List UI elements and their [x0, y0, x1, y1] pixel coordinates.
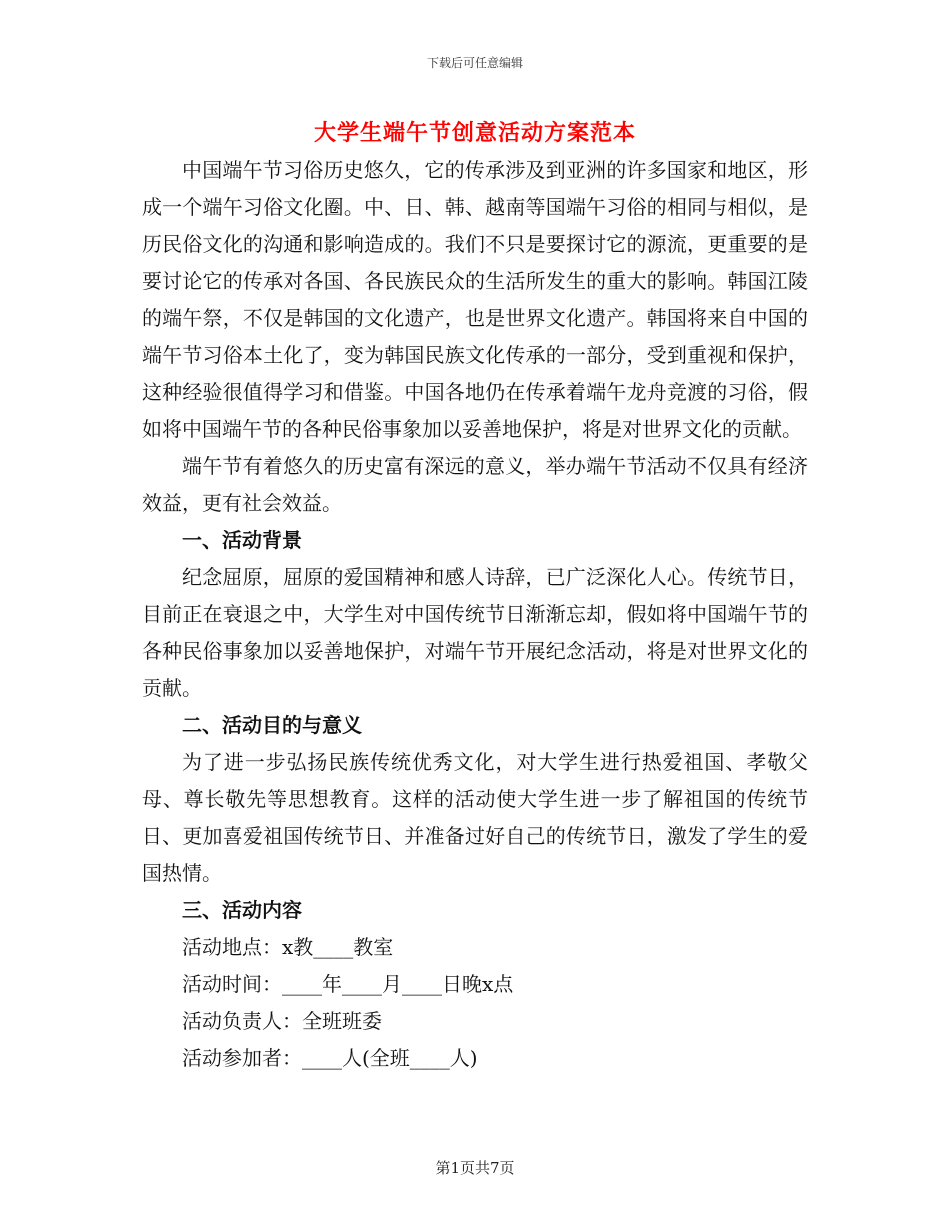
page-number: 第1页共7页: [435, 1159, 515, 1177]
intro-paragraph-1: 中国端午节习俗历史悠久，它的传承涉及到亚洲的许多国家和地区，形成一个端午习俗文化圈。中、日、韩、越南等国端午习俗的相同与相似，是历民俗文化的沟通和影响造成的。我们不只是要探讨它的源流，更重要的是要讨论它的传承对各国、各民族民众的生活所发生的重大的影响。韩国江陵的端午祭，不仅是韩国的文化遗产，也是世界文化遗产。韩国将来自中国的端午节习俗本土化了，变为韩国民族文化传承的一部分，受到重视和保护，这种经验很值得学习和借鉴。中国各地仍在传承着端午龙舟竞渡的习俗，假如将中国端午节的各种民俗事象加以妥善地保护，将是对世界文化的贡献。: [142, 158, 808, 441]
field-leader: 活动负责人：全班班委: [182, 1009, 382, 1033]
section-text-background: 纪念屈原，屈原的爱国精神和感人诗辞，已广泛深化人心。传统节日，目前正在衰退之中，大学生对中国传统节日渐渐忘却，假如将中国端午节的各种民俗事象加以妥善地保护，对端午节开展纪念活动，将是对世界文化的贡献。: [142, 565, 808, 700]
section-heading-background: 一、活动背景: [182, 528, 302, 552]
field-participants: 活动参加者：____人(全班____人): [182, 1046, 478, 1070]
document-title: 大学生端午节创意活动方案范本: [313, 121, 636, 146]
document-body: [142, 152, 808, 1077]
field-location: 活动地点：x教____教室: [182, 935, 394, 959]
page-header-note: 下载后可任意编辑: [426, 56, 523, 70]
section-text-purpose: 为了进一步弘扬民族传统优秀文化，对大学生进行热爱祖国、孝敬父母、尊长敬先等思想教育。这样的活动使大学生进一步了解祖国的传统节日、更加喜爱祖国传统节日、并准备过好自己的传统节日，激发了学生的爱国热情。: [142, 750, 808, 885]
field-time: 活动时间：____年____月____日晚x点: [182, 972, 514, 996]
section-heading-purpose: 二、活动目的与意义: [182, 713, 362, 737]
intro-paragraph-2: 端午节有着悠久的历史富有深远的意义，举办端午节活动不仅具有经济效益，更有社会效益。: [142, 454, 808, 515]
section-heading-content: 三、活动内容: [182, 898, 302, 922]
